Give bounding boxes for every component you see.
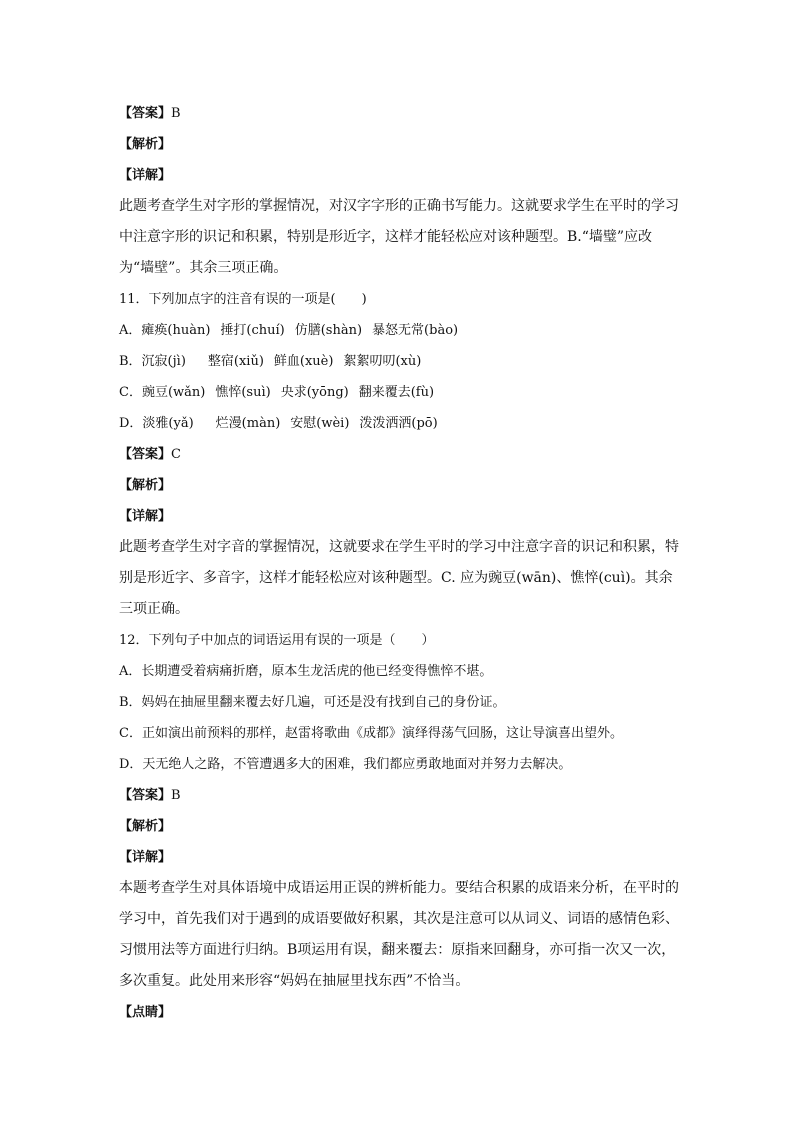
- answer-line: [119, 98, 679, 129]
- detail-line: [119, 501, 679, 532]
- detail-tag: 【详解】: [119, 850, 172, 865]
- analysis-tag: 【解析】: [119, 819, 172, 834]
- answer-line: [119, 780, 679, 811]
- answer-line: [119, 439, 679, 470]
- question-12-stem: 12．下列句子中加点的词语运用有误的一项是（ ）: [119, 633, 435, 648]
- detail-paragraph: 此题考查学生对字形的掌握情况，对汉字字形的正确书写能力。这就要求学生在平时的学习中注意字形的识记和积累，特别是形近字，这样才能轻松应对该种题型。B.“墙璧”应改为“墙壁”。其余三项正确。: [119, 198, 679, 276]
- analysis-line: [119, 129, 679, 160]
- question-11-option-c: C．豌豆(wǎn) 憔悴(suì) 央求(yōng) 翻来覆去(fù): [119, 385, 435, 400]
- analysis-tag: 【解析】: [119, 478, 172, 493]
- question-11-option-a: A．瘫痪(huàn) 捶打(chuí) 仿膳(shàn) 暴怒无常(bào): [119, 323, 459, 338]
- answer-tag: 【答案】: [119, 788, 172, 803]
- detail-tag: 【详解】: [119, 509, 172, 524]
- question-12-option-a: A．长期遭受着病痛折磨，原本生龙活虎的他已经变得憔悴不堪。: [119, 664, 493, 679]
- detail-line: [119, 842, 679, 873]
- detail-tag: 【详解】: [119, 168, 172, 183]
- question-11-option-d: D．淡雅(yǎ) 烂漫(màn) 安慰(wèi) 泼泼洒洒(pō): [119, 416, 438, 431]
- analysis-line: [119, 811, 679, 842]
- question-12-option-c: C．正如演出前预料的那样，赵雷将歌曲《成都》演绎得荡气回肠，这让导演喜出望外。: [119, 726, 623, 741]
- question-11-option-b: B．沉寂(jì) 整宿(xiǔ) 鲜血(xuè) 絮絮叨叨(xù): [119, 354, 422, 369]
- answer-value: B: [171, 106, 181, 121]
- comment-line: [119, 997, 679, 1028]
- comment-tag: 【点睛】: [119, 1005, 172, 1020]
- document-content: [119, 98, 679, 1028]
- question-11-stem: 11．下列加点字的注音有误的一项是( ): [119, 292, 367, 307]
- analysis-tag: 【解析】: [119, 137, 172, 152]
- answer-tag: 【答案】: [119, 106, 172, 121]
- answer-tag: 【答案】: [119, 447, 172, 462]
- detail-paragraph: 本题考查学生对具体语境中成语运用正误的辨析能力。要结合积累的成语来分析，在平时的学习中，首先我们对于遇到的成语要做好积累，其次是注意可以从词义、词语的感情色彩、习惯用法等方面进行归纳。B项运用有误，翻来覆去：原指来回翻身，亦可指一次又一次，多次重复。此处用来形容“妈妈在抽屉里找东西”不恰当。: [119, 880, 679, 989]
- answer-value: B: [171, 788, 181, 803]
- analysis-line: [119, 470, 679, 501]
- detail-paragraph: 此题考查学生对字音的掌握情况，这就要求在学生平时的学习中注意字音的识记和积累，特别是形近字、多音字，这样才能轻松应对该种题型。C. 应为豌豆(wān)、憔悴(cuì)。其余三项正确。: [119, 539, 679, 617]
- question-12-option-d: D．天无绝人之路，不管遭遇多大的困难，我们都应勇敢地面对并努力去解决。: [119, 757, 572, 772]
- question-12-option-b: B．妈妈在抽屉里翻来覆去好几遍，可还是没有找到自己的身份证。: [119, 695, 506, 710]
- detail-line: [119, 160, 679, 191]
- answer-value: C: [171, 447, 181, 462]
